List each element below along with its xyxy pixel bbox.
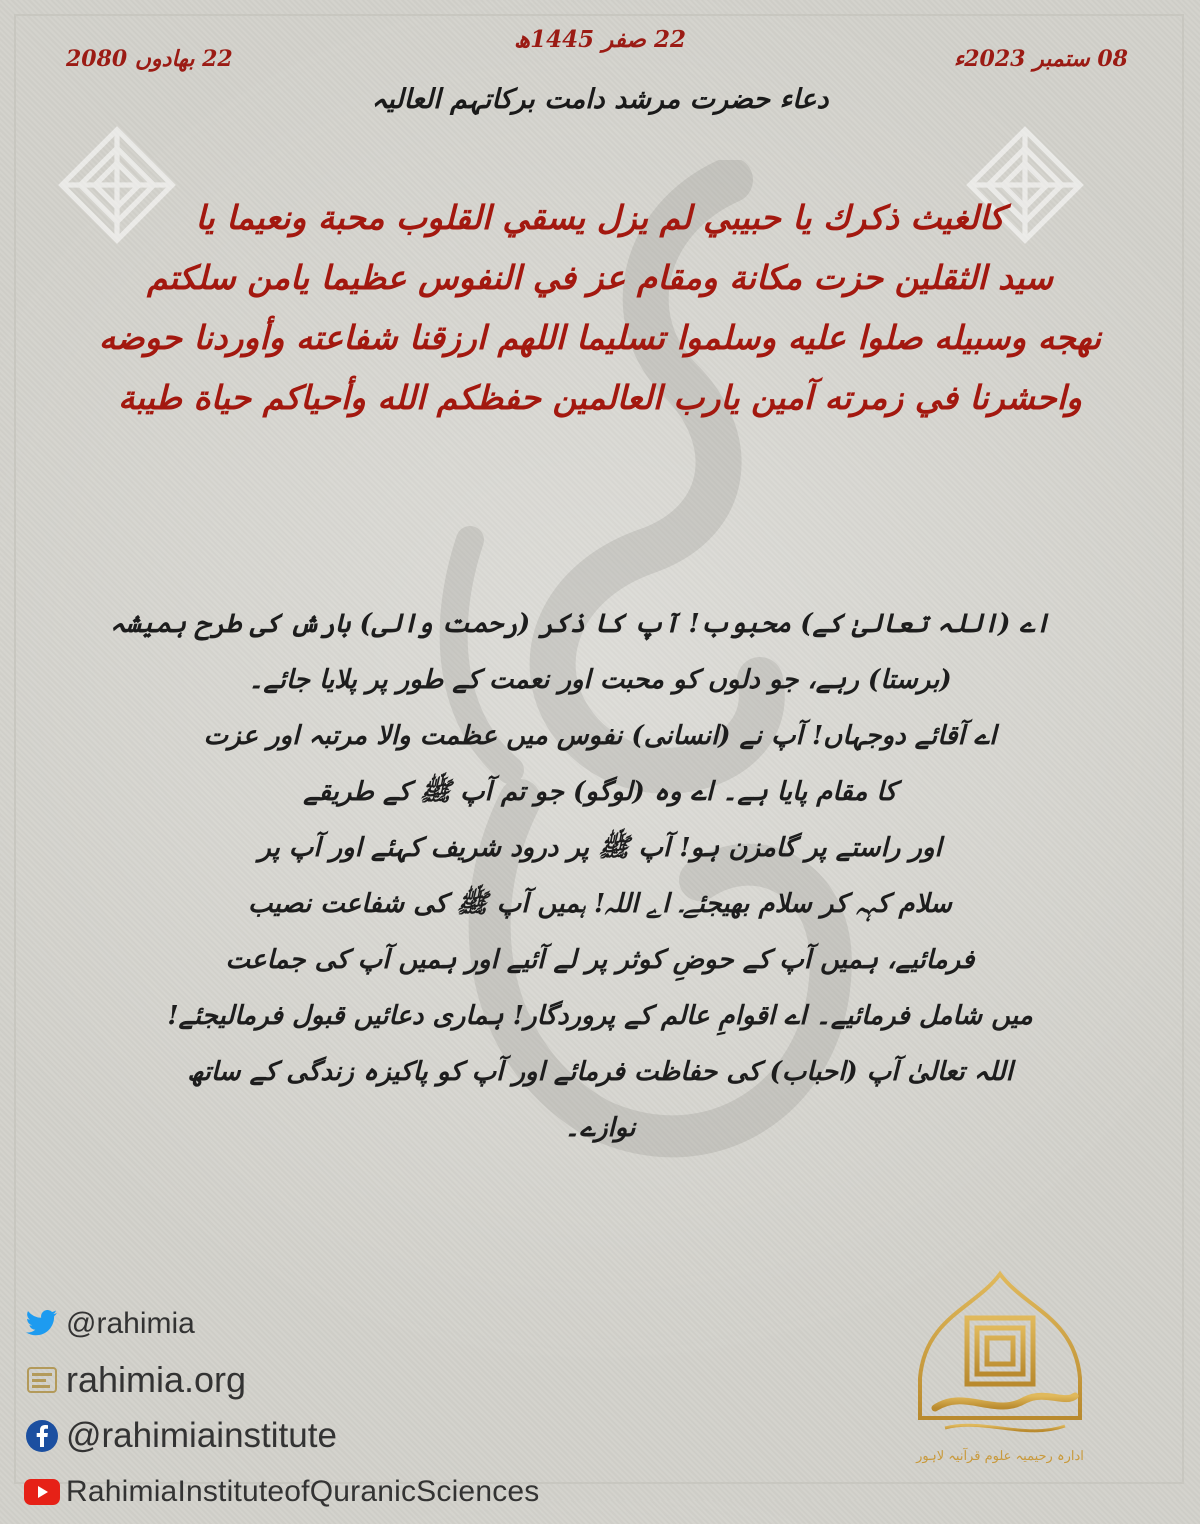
website-link[interactable] [24, 1356, 664, 1404]
rahimia-logo [905, 1268, 1095, 1480]
urdu-line: اور راستے پر گامزن ہو! آپ ﷺ پر درود شریف کہئے اور آپ پر [258, 833, 942, 863]
youtube-channel: RahimiaInstituteofQuranicSciences [66, 1475, 540, 1508]
arabic-dua [80, 188, 1120, 428]
urdu-line: اللہ تعالیٰ آپ (احباب) کی حفاظت فرمائے اور آپ کو پاکیزہ زندگی کے ساتھ [187, 1057, 1013, 1087]
social-links [24, 1300, 664, 1524]
urdu-line: سلام کہہ کر سلام بھیجئے۔ اے اللہ! ہمیں آپ ﷺ کی شفاعت نصیب [248, 889, 952, 919]
urdu-translation [109, 596, 1050, 1156]
facebook-icon [24, 1418, 60, 1454]
urdu-line: اے آقائے دوجہاں! آپ نے (انسانی) نفوس میں عظمت والا مرتبہ اور عزت [203, 721, 997, 751]
urdu-line: میں شامل فرمائیے۔ اے اقوامِ عالم کے پروردگار! ہماری دعائیں قبول فرمالیجئے! [167, 1001, 1033, 1031]
bikrami-date: 22 بھادوں 2080 [66, 46, 233, 72]
urdu-line: فرمائیے، ہمیں آپ کے حوضِ کوثر پر لے آئیے اور ہمیں آپ کی جماعت [225, 945, 975, 975]
youtube-icon [24, 1474, 60, 1510]
arabic-line: كالغيث ذكرك يا حبيبي لم يزل يسقي القلوب محبة ونعيما يا [195, 198, 1005, 237]
page-title: دعاء حضرت مرشد دامت برکاتہم العالیہ [371, 84, 829, 115]
arabic-line: نهجه وسبيله صلوا عليه وسلموا تسليما اللهم ارزقنا شفاعته وأوردنا حوضه [98, 318, 1102, 357]
facebook-handle: @rahimiainstitute [66, 1416, 337, 1455]
gregorian-date: 08 ستمبر 2023ء [953, 46, 1128, 72]
urdu-line: نوازے۔ [564, 1113, 636, 1143]
hijri-date: 22 صفر 1445ھ [514, 26, 686, 53]
twitter-link[interactable] [24, 1300, 664, 1348]
web-icon [24, 1362, 60, 1398]
website-url: rahimia.org [66, 1359, 247, 1400]
urdu-line: اے (اللہ تعالیٰ کے) محبوب! آپ کا ذکر (رحمت والی) بارش کی طرح ہمیشہ [109, 609, 1050, 639]
urdu-line: کا مقام پایا ہے۔ اے وہ (لوگو) جو تم آپ ﷺ کے طریقے [303, 777, 897, 807]
logo-subtitle: ادارہ رحیمیہ علوم قرآنیہ لاہور [916, 1449, 1084, 1464]
arabic-line: واحشرنا في زمرته آمين يارب العالمين حفظكم الله وأحياكم حياة طيبة [118, 378, 1082, 417]
facebook-link[interactable] [24, 1412, 664, 1460]
twitter-handle: @rahimia [66, 1307, 195, 1340]
youtube-link[interactable] [24, 1468, 664, 1516]
urdu-line: (برستا) رہے، جو دلوں کو محبت اور نعمت کے طور پر پلایا جائے۔ [248, 665, 952, 695]
arabic-line: سيد الثقلين حزت مكانة ومقام عز في النفوس عظيما يامن سلكتم [147, 258, 1053, 297]
twitter-icon [24, 1306, 60, 1342]
